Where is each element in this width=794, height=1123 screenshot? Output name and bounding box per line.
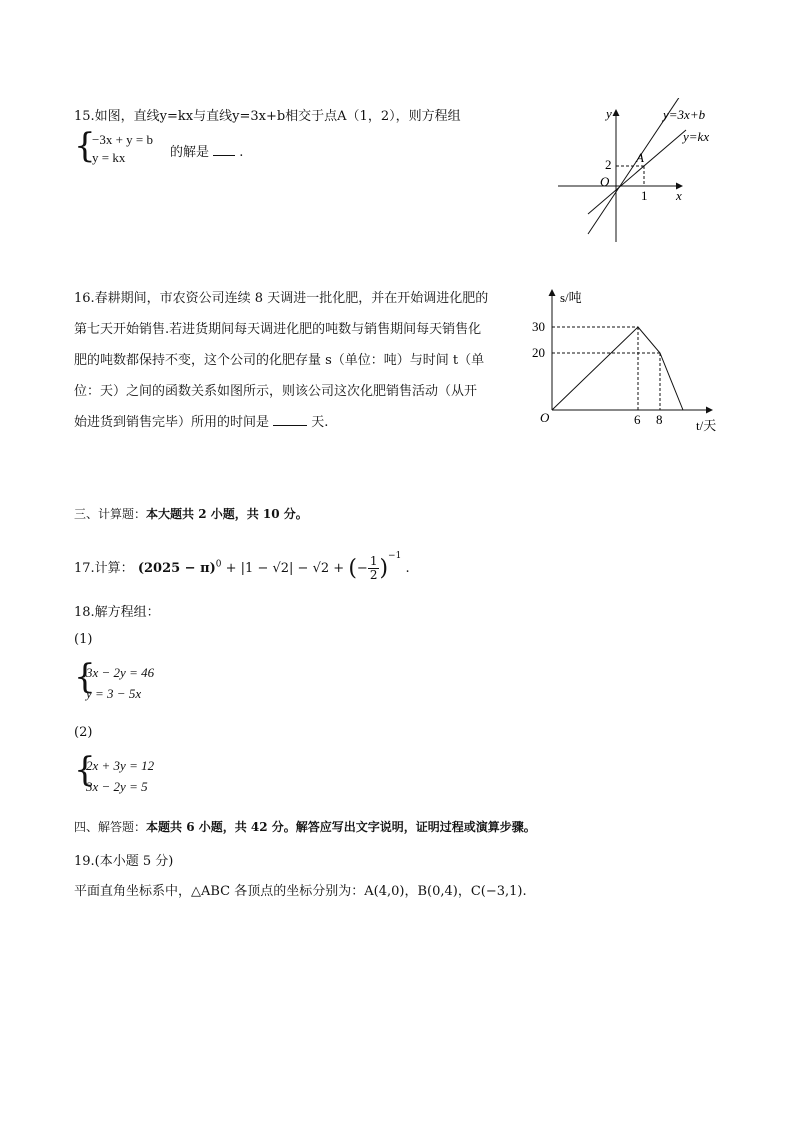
q15-y-label: y bbox=[606, 106, 612, 121]
q16-graph bbox=[528, 282, 728, 437]
section3-heading bbox=[74, 505, 308, 522]
q15-line-kx bbox=[588, 130, 686, 214]
q16-tick-20: 20 bbox=[532, 345, 545, 360]
q15-system-brace: { bbox=[74, 126, 96, 166]
section3-prefix: 三、计算题： bbox=[74, 507, 147, 521]
q17-exp0: 0 bbox=[215, 559, 222, 570]
q18-part2-brace: { bbox=[74, 750, 96, 790]
q15-answer-blank bbox=[213, 143, 235, 156]
q15-period: . bbox=[239, 145, 244, 160]
q16-tick-30: 30 bbox=[532, 319, 545, 334]
q17-exp-minus1: −1 bbox=[388, 551, 402, 561]
section4-prefix: 四、解答题： bbox=[74, 820, 147, 834]
q15-line2-label: y=kx bbox=[683, 129, 710, 144]
section4-bold: 本题共 6 小题，共 42 分。解答应写出文字说明，证明过程或演算步骤。 bbox=[146, 820, 536, 834]
q17-frac-num: 1 bbox=[369, 554, 378, 568]
q15-tick-y: 2 bbox=[605, 157, 612, 172]
q16-tick-6: 6 bbox=[634, 412, 641, 427]
q16-last-post: 天. bbox=[311, 415, 329, 430]
q17-line bbox=[74, 551, 410, 582]
q17-paren-open: ( bbox=[348, 556, 357, 581]
q16-line-5 bbox=[74, 411, 328, 430]
q17-expr2: + |1 − √2| − √2 + bbox=[225, 561, 345, 576]
section3-bold: 本大题共 2 小题，共 10 分。 bbox=[146, 507, 308, 521]
q15-point-label: A bbox=[636, 150, 644, 165]
q15-tail: 的解是 bbox=[170, 145, 210, 160]
q17-period: . bbox=[405, 561, 410, 576]
q15-x-label: x bbox=[676, 188, 682, 203]
q16-tick-8: 8 bbox=[656, 412, 663, 427]
section4-heading bbox=[74, 818, 536, 835]
q16-stock-line bbox=[552, 327, 683, 410]
q16-line-4: 位：天）之间的函数关系如图所示，则该公司这次化肥销售活动（从开 bbox=[74, 384, 478, 399]
q18-label: 18.解方程组： bbox=[74, 605, 160, 620]
q18-part1-label: (1) bbox=[74, 632, 93, 647]
q18-part2-eq1: 2x + 3y = 12 bbox=[86, 758, 155, 773]
q18-part1-eq2: y = 3 − 5x bbox=[86, 686, 142, 701]
q16-origin-label: O bbox=[540, 410, 550, 425]
q16-y-label: s/吨 bbox=[560, 290, 582, 305]
q15-origin-label: O bbox=[600, 174, 610, 189]
q16-line-1: 16.春耕期间，市农资公司连续 8 天调进一批化肥，并在开始调进化肥的 bbox=[74, 291, 489, 306]
q16-line-3: 肥的吨数都保持不变，这个公司的化肥存量 s（单位：吨）与时间 t（单 bbox=[74, 353, 485, 368]
q17-paren-close: ) bbox=[379, 556, 389, 581]
q15-tick-x: 1 bbox=[641, 188, 648, 203]
q17-fraction bbox=[368, 555, 380, 582]
q19-text: 平面直角坐标系中，△ABC 各顶点的坐标分别为：A(4,0)，B(0,4)，C(−3,1). bbox=[74, 884, 527, 899]
q15-text: 15.如图，直线y=kx与直线y=3x+b相交于点A（1，2），则方程组 bbox=[74, 109, 461, 124]
q16-line-2: 第七天开始销售.若进货期间每天调进化肥的吨数与销售期间每天销售化 bbox=[74, 322, 482, 337]
q18-part1-eq1: 3x − 2y = 46 bbox=[86, 665, 155, 680]
q15-graph bbox=[550, 98, 730, 248]
q17-minus: − bbox=[356, 561, 368, 576]
q16-answer-blank bbox=[273, 413, 307, 426]
q16-x-label: t/天 bbox=[696, 418, 717, 433]
q15-system-eq2: y = kx bbox=[92, 150, 126, 165]
q17-expr1: (2025 − π) bbox=[137, 561, 216, 576]
q15-system-eq1: −3x + y = b bbox=[92, 132, 153, 147]
q17-label: 17.计算： bbox=[74, 561, 134, 576]
q18-part2-eq2: 3x − 2y = 5 bbox=[86, 779, 148, 794]
q15-line1-label: y=3x+b bbox=[663, 107, 706, 122]
q16-last-pre: 始进货到销售完毕）所用的时间是 bbox=[74, 415, 270, 430]
q15-answer-line bbox=[170, 141, 243, 160]
q19-label: 19.(本小题 5 分) bbox=[74, 854, 174, 869]
q18-part2-label: (2) bbox=[74, 725, 93, 740]
q18-part1-brace: { bbox=[74, 657, 96, 697]
q17-frac-den: 2 bbox=[369, 568, 378, 582]
